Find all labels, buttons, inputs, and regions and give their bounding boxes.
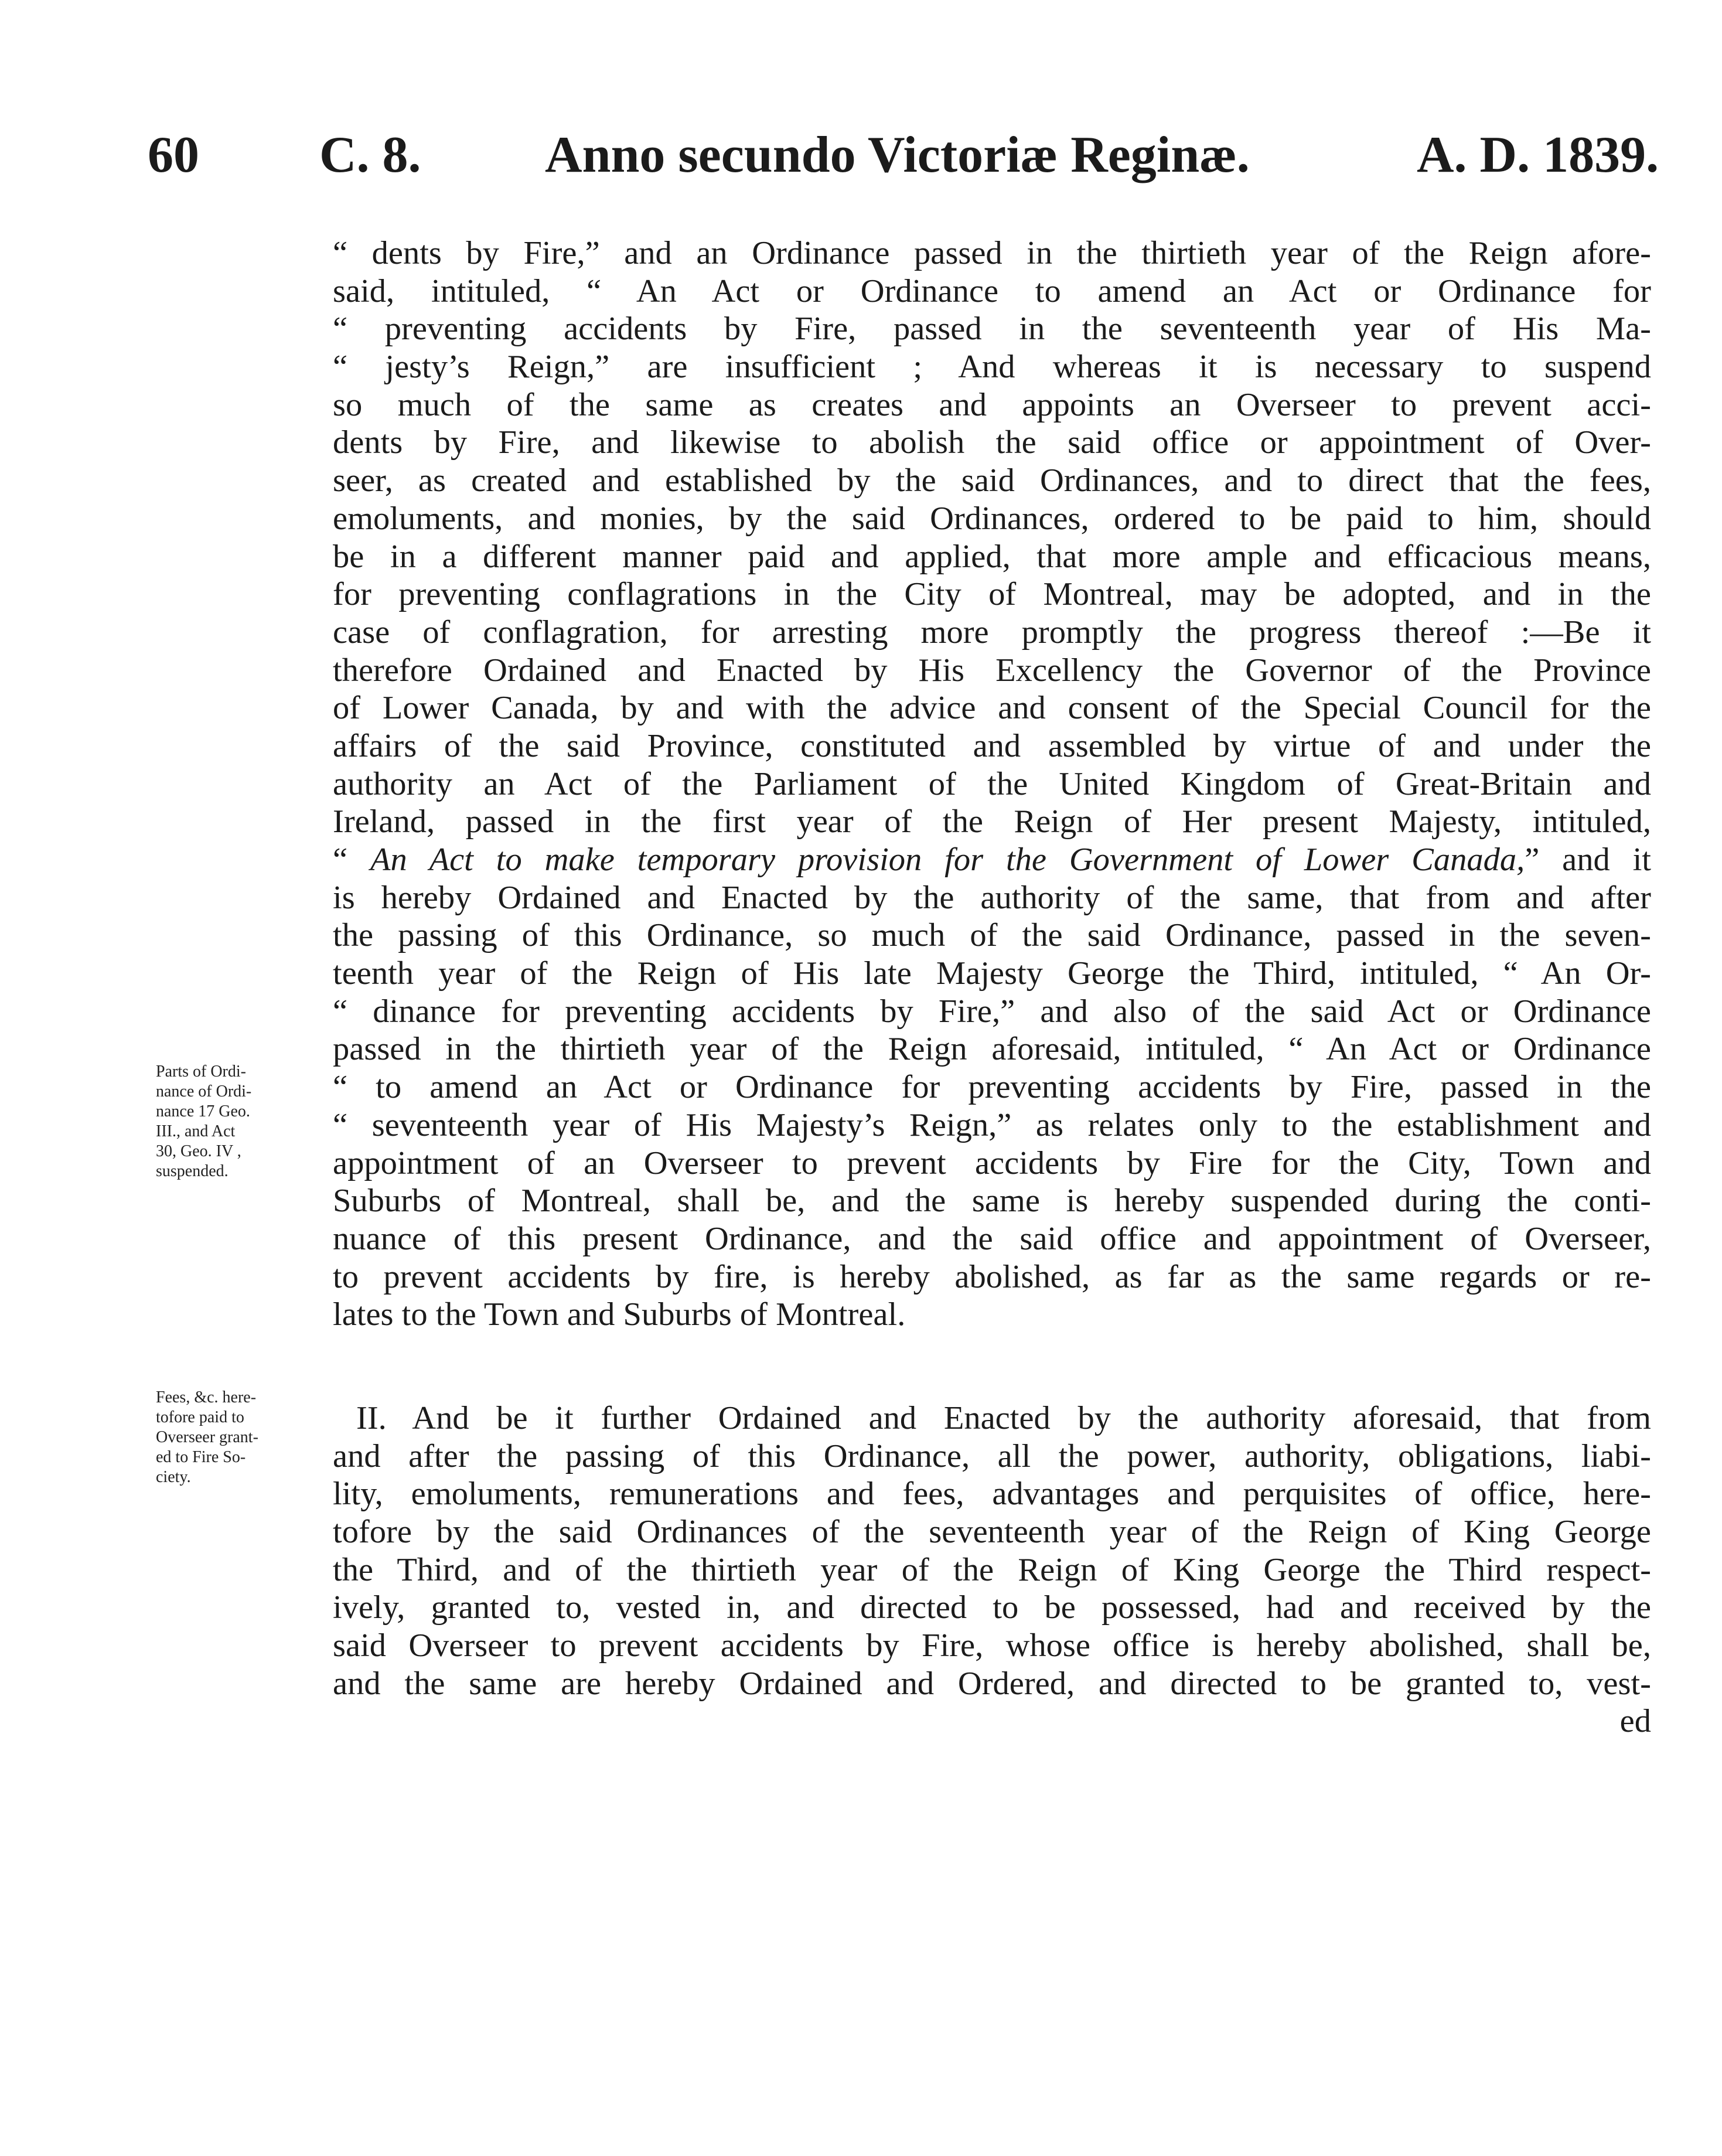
body-line: “ preventing accidents by Fire, passed in the seventeenth year of His Ma-: [333, 311, 1651, 348]
running-header: [0, 111, 1722, 199]
marginal-note-line: 30, Geo. IV ,: [156, 1142, 241, 1160]
marginal-note-line: suspended.: [156, 1162, 229, 1180]
body-line: and after the passing of this Ordinance, all the power, authority, obligations, liabi-: [333, 1438, 1651, 1474]
marginal-note-line: tofore paid to: [156, 1408, 244, 1426]
chapter-number: C. 8.: [319, 127, 421, 183]
body-line: passed in the thirtieth year of the Reign aforesaid, intituled, “ An Act or Ordinance: [333, 1031, 1651, 1068]
body-line: affairs of the said Province, constituted and assembled by virtue of and under the: [333, 727, 1651, 764]
body-line: case of conflagration, for arresting more promptly the progress thereof :—Be it: [333, 614, 1651, 650]
body-line: of Lower Canada, by and with the advice and consent of the Special Council for the: [333, 690, 1651, 727]
body-line: to prevent accidents by fire, is hereby abolished, as far as the same regards or re-: [333, 1258, 1651, 1295]
section-ii-line: II. And be it further Ordained and Enacted by the authority aforesaid, that from: [356, 1399, 1651, 1436]
body-line: therefore Ordained and Enacted by His Excellency the Governor of the Province: [333, 652, 1651, 689]
act-title-italic: An Act to make temporary provision for the Government of Lower Canada,: [370, 842, 1525, 878]
marginal-note-line: nance 17 Geo.: [156, 1102, 250, 1120]
marginal-note-line: ciety.: [156, 1468, 191, 1486]
body-line: ively, granted to, vested in, and directed to be possessed, had and received by the: [333, 1589, 1651, 1626]
marginal-note-line: Overseer grant-: [156, 1428, 258, 1446]
body-line: appointment of an Overseer to prevent accidents by Fire for the City, Town and: [333, 1145, 1651, 1181]
ordinance-body: [333, 234, 1651, 1741]
body-line: emoluments, and monies, by the said Ordinances, ordered to be paid to him, should: [333, 500, 1651, 537]
body-line: “ seventeenth year of His Majesty’s Reign,” as relates only to the establishment and: [333, 1106, 1651, 1143]
body-line: be in a different manner paid and applied, that more ample and efficacious means,: [333, 538, 1651, 575]
body-line: “ dinance for preventing accidents by Fire,” and also of the said Act or Ordinance: [333, 993, 1651, 1030]
body-line: “ jesty’s Reign,” are insufficient ; And whereas it is necessary to suspend: [333, 349, 1651, 386]
body-line: is hereby Ordained and Enacted by the authority of the same, that from and after: [333, 879, 1651, 916]
marginal-note-line: Parts of Ordi-: [156, 1062, 246, 1081]
section-gap: [333, 1334, 1651, 1399]
body-line: the Third, and of the thirtieth year of the Reign of King George the Third respect-: [333, 1551, 1651, 1588]
body-line: lity, emoluments, remunerations and fees, advantages and perquisites of office, here-: [333, 1476, 1651, 1513]
body-line: for preventing conflagrations in the City of Montreal, may be adopted, and in the: [333, 576, 1651, 613]
body-line: authority an Act of the Parliament of the United Kingdom of Great-Britain and: [333, 765, 1651, 802]
body-line: teenth year of the Reign of His late Majesty George the Third, intituled, “ An Or-: [333, 955, 1651, 992]
body-line: said, intituled, “ An Act or Ordinance to amend an Act or Ordinance for: [333, 273, 1651, 309]
body-line: Suburbs of Montreal, shall be, and the same is hereby suspended during the conti-: [333, 1183, 1651, 1220]
body-line: so much of the same as creates and appoints an Overseer to prevent acci-: [333, 386, 1651, 423]
body-line: tofore by the said Ordinances of the seventeenth year of the Reign of King George: [333, 1514, 1651, 1550]
open-quote: “: [333, 842, 370, 878]
body-line: seer, as created and established by the said Ordinances, and to direct that the fees,: [333, 462, 1651, 499]
running-title: Anno secundo Victoriæ Reginæ.: [545, 127, 1250, 183]
body-line: said Overseer to prevent accidents by Fire, whose office is hereby abolished, shall be,: [333, 1627, 1651, 1664]
marginal-note-suspension: [156, 1062, 326, 1181]
marginal-note-fees: [156, 1388, 326, 1487]
marginal-note-line: Fees, &c. here-: [156, 1388, 257, 1406]
catchword: ed: [1619, 1703, 1651, 1740]
body-line: “ dents by Fire,” and an Ordinance passed in the thirtieth year of the Reign afore-: [333, 235, 1651, 271]
body-line: nuance of this present Ordinance, and the said office and appointment of Overseer,: [333, 1220, 1651, 1257]
marginal-note-line: ed to Fire So-: [156, 1448, 246, 1466]
year-of-enactment: A. D. 1839.: [1417, 127, 1659, 183]
body-line-act-title: [333, 841, 1651, 879]
marginal-note-line: nance of Ordi-: [156, 1082, 252, 1101]
body-line: dents by Fire, and likewise to abolish the said office or appointment of Over-: [333, 424, 1651, 461]
body-line: the passing of this Ordinance, so much of the said Ordinance, passed in the seven-: [333, 917, 1651, 954]
body-line: Ireland, passed in the first year of the Reign of Her present Majesty, intituled,: [333, 803, 1651, 840]
body-line: and the same are hereby Ordained and Ordered, and directed to be granted to, vest-: [333, 1665, 1651, 1702]
close-quote: ” and it: [1525, 842, 1652, 878]
body-line: “ to amend an Act or Ordinance for preventing accidents by Fire, passed in the: [333, 1069, 1651, 1106]
page-number: 60: [148, 127, 199, 183]
body-line: lates to the Town and Suburbs of Montreal.: [333, 1296, 906, 1333]
marginal-note-line: III., and Act: [156, 1122, 236, 1140]
